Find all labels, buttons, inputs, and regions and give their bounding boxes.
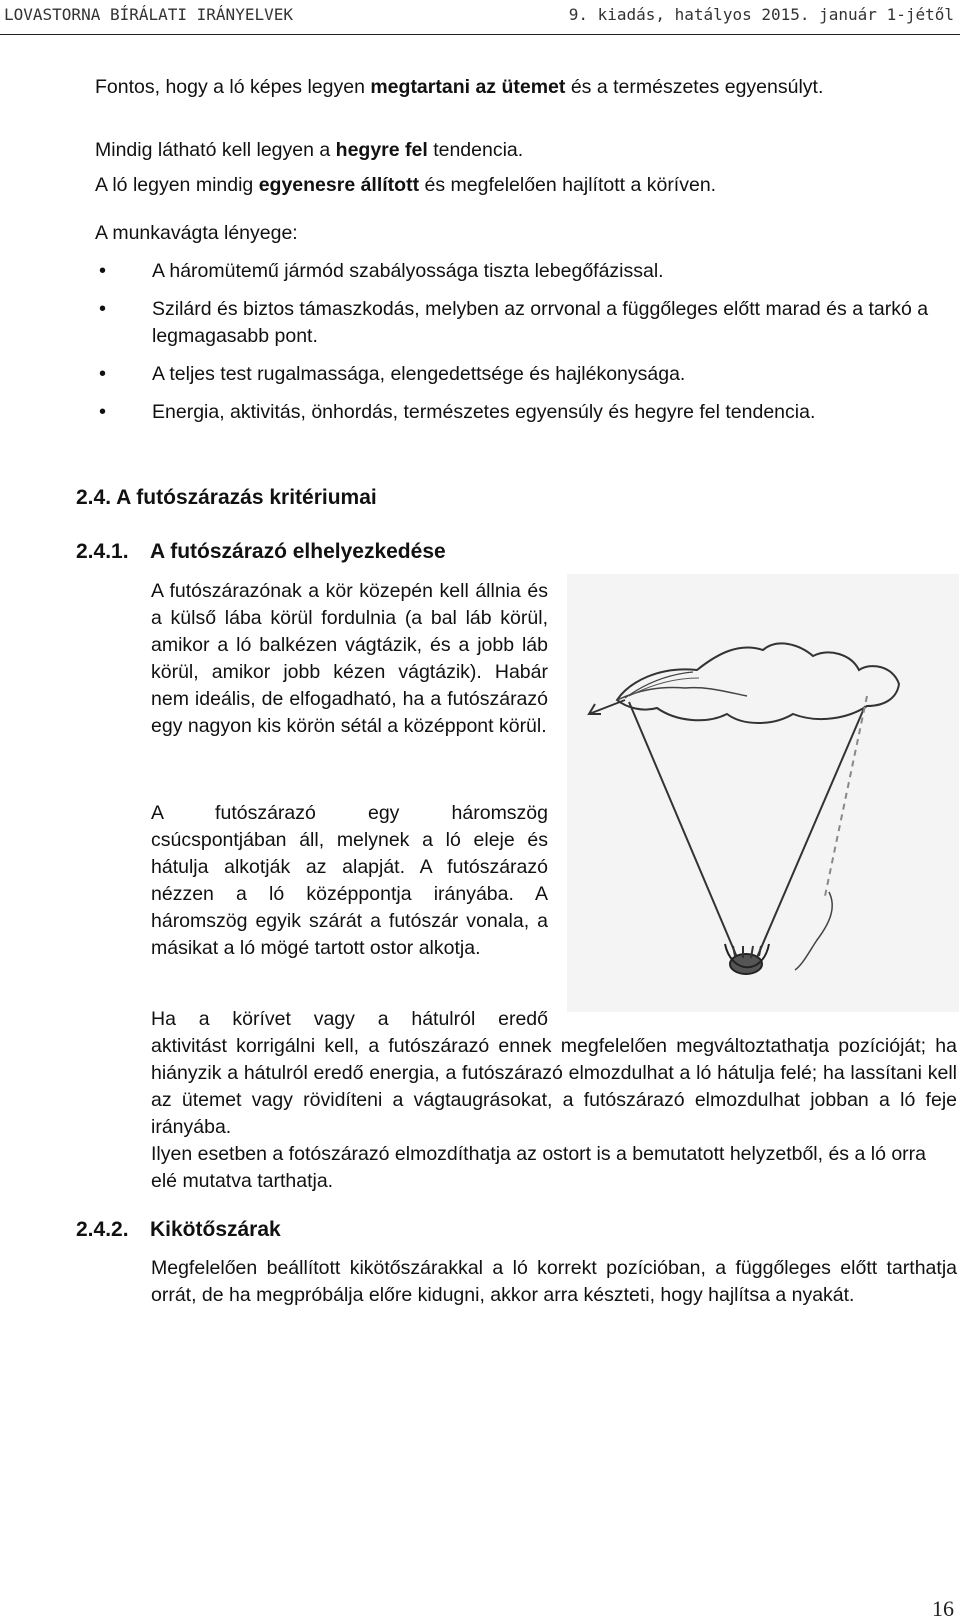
- intro-paragraph-2: Mindig látható kell legyen a hegyre fel tendencia.: [95, 139, 524, 161]
- subsection-heading-2: [76, 1218, 281, 1242]
- header-edition: 9. kiadás, hatályos 2015. január 1-jétől: [568, 5, 954, 24]
- sub1-paragraph-4: Ilyen esetben a fotószárazó elmozdíthatja az ostort is a bemutatott helyzetből, és a ló orra elé mutatva tarthatja.: [151, 1143, 927, 1192]
- subsection-heading-1: [76, 540, 446, 564]
- subsection-title: A futószárazó elhelyezkedése: [150, 540, 446, 563]
- lunging-position-illustration: [567, 574, 959, 1012]
- page-number: 16: [932, 1596, 954, 1621]
- list-item: • A háromütemű jármód szabályossága tiszta lebegőfázissal.: [95, 258, 957, 285]
- bullet-list: [95, 258, 957, 437]
- intro-paragraph-1: Fontos, hogy a ló képes legyen megtartani az ütemet és a természetes egyensúlyt.: [95, 76, 824, 98]
- sub1-paragraph-3-first-line: Ha a körívet vagy a hátulról eredő: [151, 1008, 548, 1030]
- subsection-title: Kikötőszárak: [150, 1218, 281, 1241]
- sub2-paragraph: Megfelelően beállított kikötőszárakkal a ló korrekt pozícióban, a függőleges előtt tarthatja orrát, de ha megpróbálja előre kidugni, akkor arra készteti, hogy hajlítsa a nyakát.: [151, 1257, 957, 1306]
- lunging-diagram-svg: [567, 574, 959, 1012]
- subsection-number: 2.4.2.: [76, 1218, 129, 1241]
- sub1-paragraph-3: aktivitást korrigálni kell, a futószárazó ennek megfelelően megváltoztathatja pozícióját; ha hiányzik a hátulról eredő energia, a futószárazó elmozdulhat a ló hátulja felé; ha lassítani kell az ütemet vagy rövidíteni a vágtaugrásokat, a futószárazó elmozdulhat jobban a ló feje irányába.: [151, 1035, 957, 1138]
- sub1-paragraph-1: A futószárazónak a kör közepén kell állnia és a külső lába körül fordulnia (a bal láb körül, amikor a ló balkézen vágtázik, és a jobb láb körül, amikor jobb kézen vágtázik). Habár nem ideális, de elfogadható, ha a futószárazó egy nagyon kis körön sétál a középpont körül.: [151, 580, 548, 737]
- list-item: • Szilárd és biztos támaszkodás, melyben az orrvonal a függőleges előtt marad és a tarkó a legmagasabb pont.: [95, 296, 957, 350]
- intro-paragraph-3: A ló legyen mindig egyenesre állított és megfelelően hajlított a köríven.: [95, 174, 717, 196]
- list-item: • Energia, aktivitás, önhordás, természetes egyensúly és hegyre fel tendencia.: [95, 399, 957, 426]
- sub1-paragraph-2: A futószárazó egy háromszög csúcspontjában áll, melynek a ló eleje és hátulja alkotják az alapját. A futószárazó nézzen a ló középpontja irányába. A háromszög egyik szárát a futószár vonala, a másikat a ló mögé tartott ostor alkotja.: [151, 802, 548, 959]
- intro-paragraph-4: A munkavágta lényege:: [95, 222, 298, 244]
- section-heading: 2.4. A futószárazás kritériumai: [76, 486, 377, 509]
- header-title: LOVASTORNA BÍRÁLATI IRÁNYELVEK: [4, 5, 293, 24]
- subsection-number: 2.4.1.: [76, 540, 129, 563]
- page-header: [0, 0, 960, 35]
- list-item: • A teljes test rugalmassága, elengedettsége és hajlékonysága.: [95, 361, 957, 388]
